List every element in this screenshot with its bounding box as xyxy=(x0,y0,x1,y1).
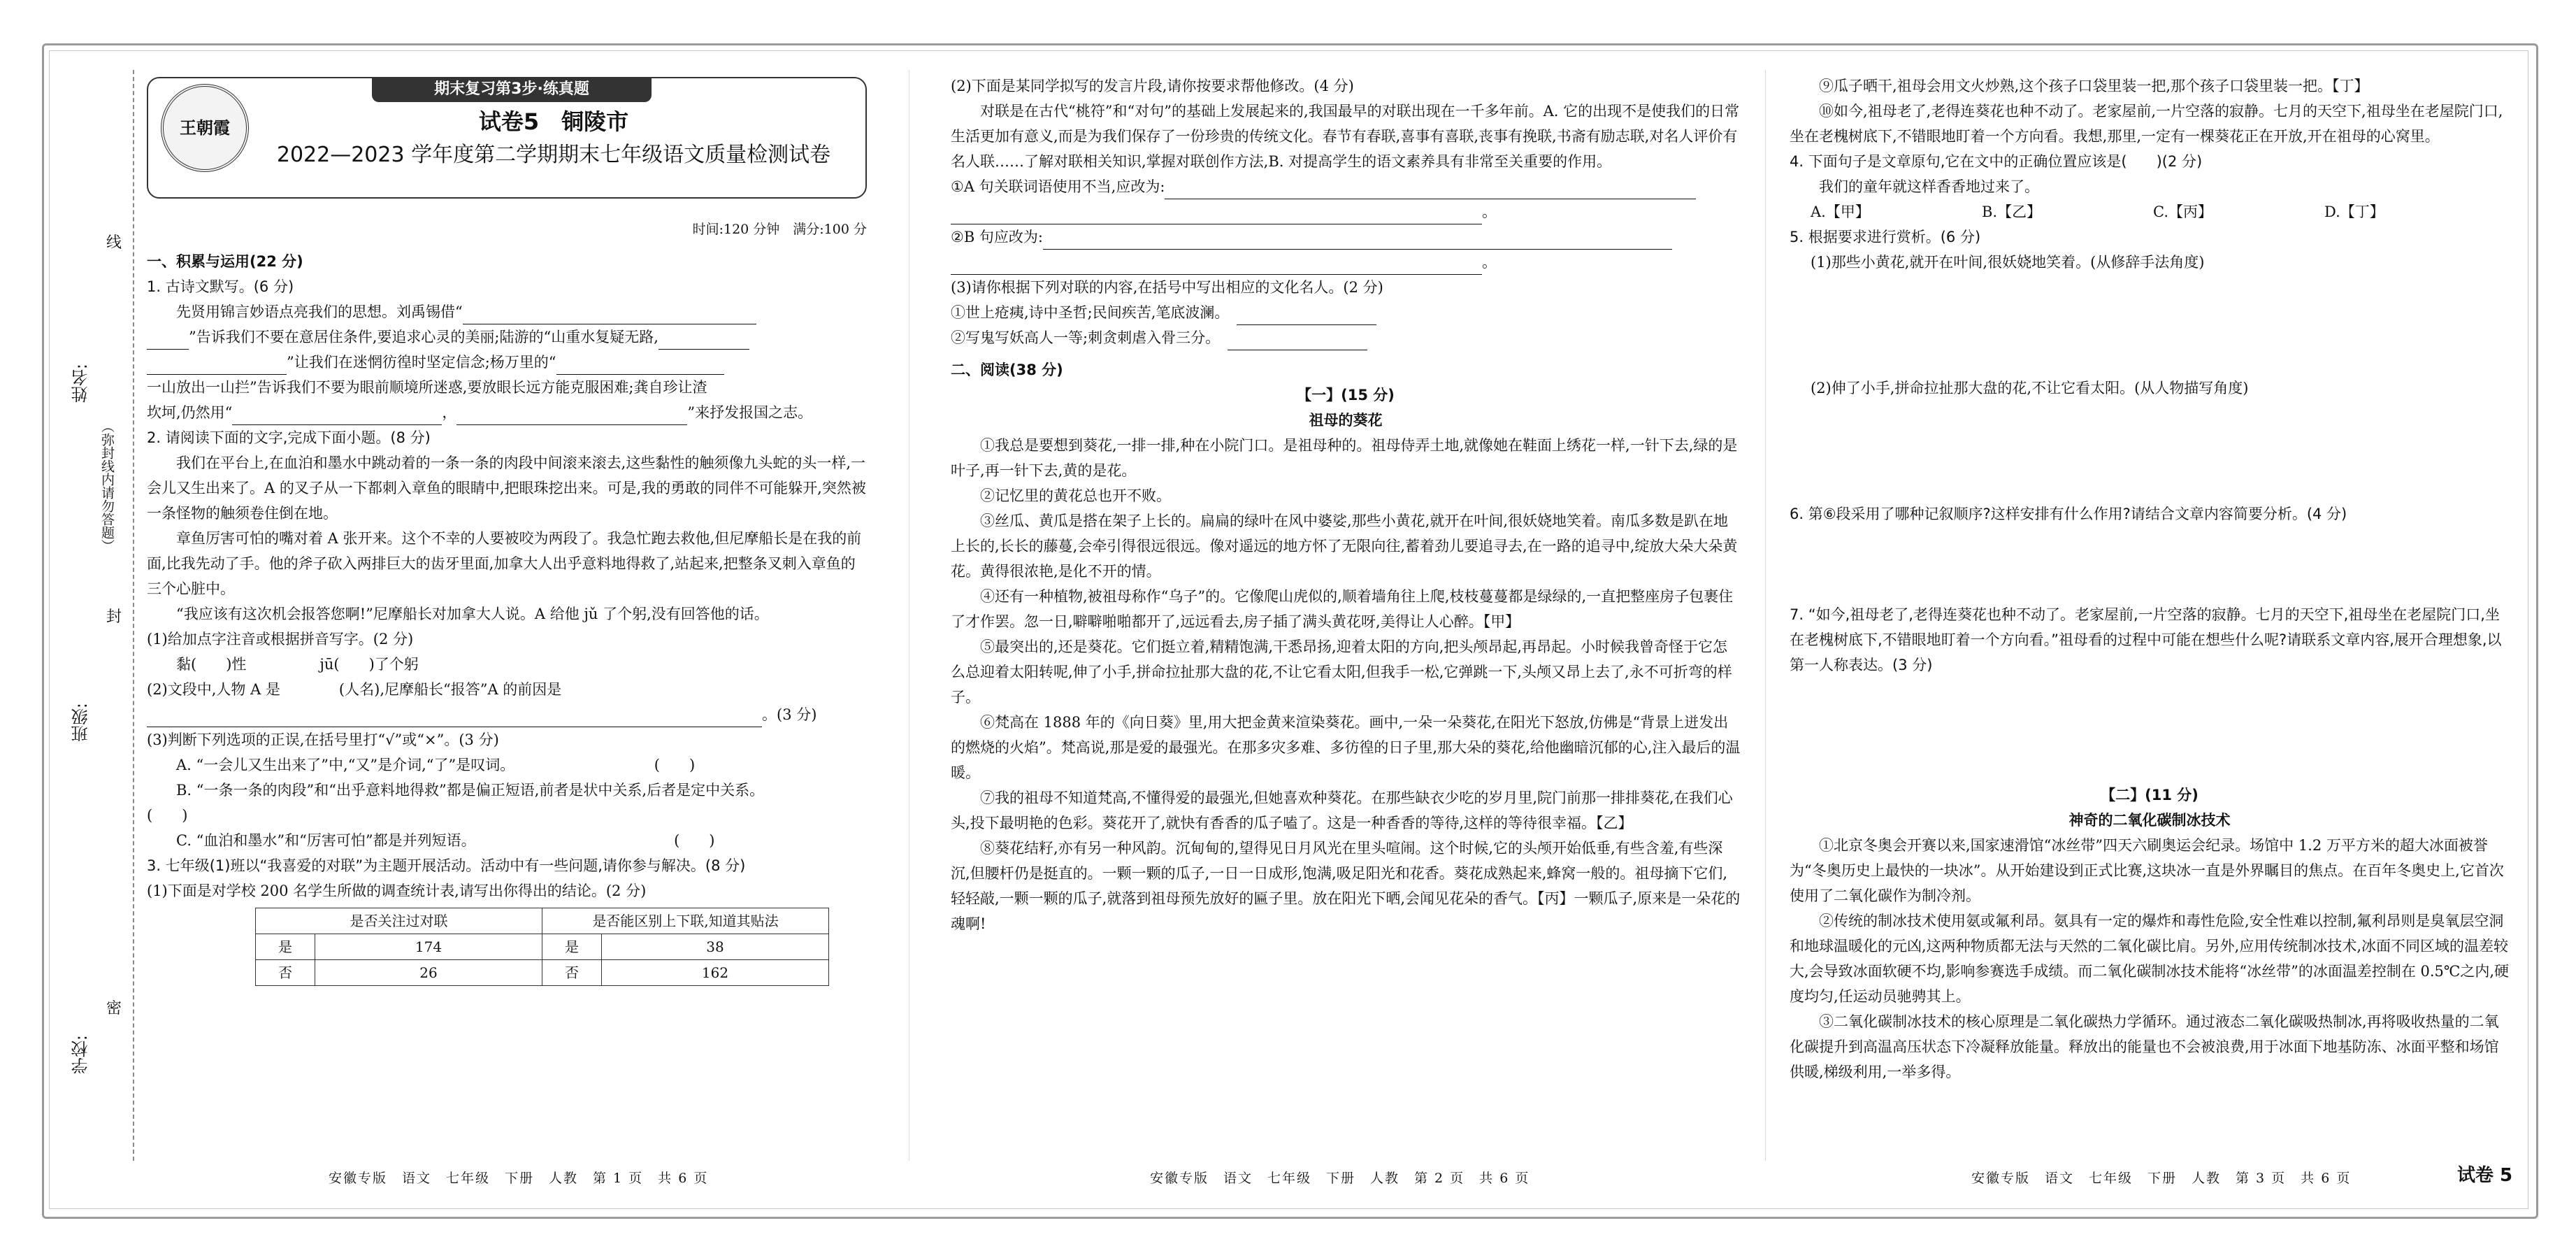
exam-subtitle: 2022—2023 学年度第二学期期末七年级语文质量检测试卷 xyxy=(276,143,831,167)
choice-options xyxy=(1790,199,2510,224)
option: B. “一条一条的肉段”和“出乎意料地得救”都是偏正短语,前者是状中关系,后者是定中关系。 ( ) xyxy=(147,782,1168,824)
table-cell: 174 xyxy=(315,934,542,960)
table-row xyxy=(256,934,829,960)
passage-paragraph: ①我总是要想到葵花,一排一排,种在小院门口。是祖母种的。祖母侍弄土地,就像她在鞋面上绣花一样,一针下去,绿的是叶子,再一针下去,黄的是花。 xyxy=(951,437,1738,479)
passage-paragraph: ⑤最突出的,还是葵花。它们挺立着,精精饱满,干悉昂扬,迎着太阳的方向,把头颅昂起,再昂起。小时候我曾奇怪于它怎么总迎着太阳转呢,伸了小手,拼命拉扯那大盘的花,不让它看太阳,但我手一松,它弹跳一下,头颅又昂上去了,永不可折弯的样子。 xyxy=(951,638,1732,706)
question-4: 4. 下面句子是文章原句,它在文中的正确位置应该是( )(2 分) xyxy=(1790,153,2203,170)
choice-c[interactable]: C.【丙】 xyxy=(2153,203,2212,220)
page-footer: 安徽专版 语文 七年级 下册 人教 第 1 页 共 6 页 xyxy=(329,1171,709,1186)
passage-paragraph: ③二氧化碳制冰技术的核心原理是二氧化碳热力学循环。通过液态二氧化碳吸热制冰,再将吸收热量的二氧化碳提升到高温高压状态下冷凝释放能量。释放出的能量也不会被浪费,用于冰面下地基防冻、冰面平整和场馆供暖,梯级利用,一举多得。 xyxy=(1790,1013,2499,1080)
sub-question: ②B 句应改为: xyxy=(951,224,1741,250)
answer-blank[interactable] xyxy=(456,408,687,425)
answer-blank[interactable] xyxy=(147,710,762,727)
table-header: 是否能区别上下联,知道其贴法 xyxy=(542,908,829,934)
sub-question: (3)判断下列选项的正误,在括号里打“√”或“×”。(3 分) xyxy=(147,731,499,748)
sub-question: (2)下面是某同学拟写的发言片段,请你按要求帮他修改。(4 分) xyxy=(951,78,1354,94)
answer-space[interactable] xyxy=(1790,527,2510,602)
choice-a[interactable]: A.【甲】 xyxy=(1811,203,1870,220)
passage-paragraph: ②传统的制冰技术使用氨或氟利昂。氨具有一定的爆炸和毒性危险,安全性难以控制,氟利昂则是臭氧层空洞和地球温暖化的元凶,这两种物质都无法与天然的二氧化碳比肩。另外,应用传统制冰技术,冰面不同区域的温差较大,会导致冰面软硬不均,影响参赛选手成绩。而二氧化碳制冰技术能将“冰丝带”的冰面温差控制在 0.5℃之内,硬度均匀,任运动员驰骋其上。 xyxy=(1790,913,2510,1005)
passage-paragraph: ⑨瓜子晒干,祖母会用文火炒熟,这个孩子口袋里装一把,那个孩子口袋里装一把。【丁】 xyxy=(1819,78,2369,94)
sub-question: 。(3 分) xyxy=(147,702,867,727)
sub-question: 黏( )性 jū( )了个躬 xyxy=(176,656,419,673)
table-cell: 否 xyxy=(256,960,315,986)
question-sentence: 我们的童年就这样香香地过来了。 xyxy=(1819,178,2039,195)
q1-text: 坎坷,仍然用“ ， ”来抒发报国之志。 xyxy=(147,400,867,425)
paper-number: 试卷 5 xyxy=(2457,1165,2513,1186)
passage-paragraph: ⑩如今,祖母老了,老得连葵花也种不动了。老家屋前,一片空落的寂静。七月的天空下,祖母坐在老屋院门口,坐在老槐树底下,不错眼地盯着一个方向看。我想,那里,一定有一棵葵花正在开放,开在祖母的心窝里。 xyxy=(1790,103,2503,145)
passage-paragraph: ⑧葵花结籽,亦有另一种风韵。沉甸甸的,望得见日月风光在里头喧闹。这个时候,它的头颅开始低垂,有些含羞,有些深沉,但腰杆仍是挺直的。一颗一颗的瓜子,一日一日成形,饱满,吸足阳光和花香。葵花成熟起来,蜂窝一般的。祖母摘下它们,轻轻敲,一颗一颗的瓜子,就落到祖母预先放好的匾子里。放在阳光下晒,会闻见花朵的香气。【丙】一颗瓜子,原来是一朵花的魂啊! xyxy=(951,840,1741,932)
question-5: 5. 根据要求进行赏析。(6 分) xyxy=(1790,229,1981,245)
question-7: 7. “如今,祖母老了,老得连葵花也种不动了。老家屋前,一片空落的寂静。七月的天空下,祖母坐在老屋院门口,坐在老槐树底下,不错眼地盯着一个方向看。”祖母看的过程中可能在想些什么呢?请联系文章内容,展开合理想象,以第一人称表达。(3 分) xyxy=(1790,606,2502,673)
q1-text: ”让我们在迷惘彷徨时坚定信念;杨万里的“ xyxy=(147,350,867,375)
seal-label-top: 线 xyxy=(106,234,122,252)
answer-blank[interactable] xyxy=(1043,232,1672,250)
answer-blank[interactable] xyxy=(1237,308,1376,325)
reading-part-heading: 【一】(15 分) xyxy=(1297,387,1395,403)
answer-blank[interactable] xyxy=(659,332,749,350)
couplet: ①世上疮痍,诗中圣哲;民间疾苦,笔底波澜。 xyxy=(951,300,1741,325)
question-1: 1. 古诗文默写。(6 分) xyxy=(147,278,294,295)
table-cell: 否 xyxy=(542,960,602,986)
passage-paragraph: 我们在平台上,在血泊和墨水中跳动着的一条一条的肉段中间滚来滚去,这些黏性的触须像九头蛇的头一样,一会儿又生出来了。A 的叉子从一下都刺入章鱼的眼睛中,把眼珠挖出来。可是,我的勇敢的同伴不可能躲开,突然被一条怪物的触须卷住倒在地。 xyxy=(147,455,866,522)
option: A. “一会儿又生出来了”中,“又”是介词,“了”是叹词。 ( ) xyxy=(176,757,696,773)
question-6: 6. 第⑥段采用了哪种记叙顺序?这样安排有什么作用?请结合文章内容简要分析。(4 分) xyxy=(1790,506,2347,522)
name-label: 姓名: xyxy=(71,364,91,403)
section-heading: 二、阅读(38 分) xyxy=(951,362,1063,378)
table-cell: 162 xyxy=(602,960,829,986)
sub-question: (3)请你根据下列对联的内容,在括号中写出相应的文化名人。(2 分) xyxy=(951,279,1383,296)
passage-paragraph: ①北京冬奥会开赛以来,国家速滑馆“冰丝带”四天六刷奥运会纪录。场馆中 1.2 万平方米的超大冰面被誉为“冬奥历史上最快的一块冰”。从开始建设到正式比赛,这块冰一直是外界瞩目的焦点。在百年冬奥史上,它首次使用了二氧化碳作为制冷剂。 xyxy=(1790,837,2504,904)
passage-paragraph: ⑦我的祖母不知道梵高,不懂得爱的最强光,但她喜欢种葵花。在那些缺衣少吃的岁月里,院门前那一排排葵花,在我们心头,投下最明艳的色彩。葵花开了,就快有香香的瓜子嗑了。这是一种香香的等待,这样的等待很幸福。【乙】 xyxy=(951,789,1733,831)
table-cell: 是 xyxy=(542,934,602,960)
article-title: 祖母的葵花 xyxy=(1309,412,1383,429)
passage-paragraph: 对联是在古代“桃符”和“对句”的基础上发展起来的,我国最早的对联出现在一千多年前。A. 它的出现不是使我们的日常生活更加有意义,而是为我们保存了一份珍贵的传统文化。春节有春联,喜事有喜联,丧事有挽联,书斋有励志联,对名人评价有名人联……了解对联相关知识,掌握对联创作方法,B. 对提高学生的语文素养具有非常至关重要的作用。 xyxy=(951,103,1740,170)
article-title: 神奇的二氧化碳制冰技术 xyxy=(2068,812,2231,829)
page-footer: 安徽专版 语文 七年级 下册 人教 第 3 页 共 6 页 xyxy=(1971,1171,2352,1186)
answer-blank[interactable] xyxy=(951,207,1482,224)
seal-label-bottom: 密 xyxy=(106,1000,122,1017)
option: C. “血泊和墨水”和“厉害可怕”都是并列短语。 ( ) xyxy=(176,832,715,849)
answer-line: 。 xyxy=(951,250,1741,275)
seal-label-mid: 封 xyxy=(106,608,122,626)
sub-question: (2)文段中,人物 A 是 (人名),尼摩船长“报答”A 的前因是 xyxy=(147,681,562,698)
sub-question: (2)伸了小手,拼命拉扯那大盘的花,不让它看太阳。(从人物描写角度) xyxy=(1811,380,2249,396)
q1-text: ”告诉我们不要在意居住条件,要追求心灵的美丽;陆游的“山重水复疑无路, xyxy=(147,324,867,350)
passage-paragraph: ②记忆里的黄花总也开不败。 xyxy=(980,487,1171,504)
page-footer: 安徽专版 语文 七年级 下册 人教 第 2 页 共 6 页 xyxy=(1150,1171,1530,1186)
answer-blank[interactable] xyxy=(232,408,442,425)
sub-question: ①A 句关联词语使用不当,应改为: xyxy=(951,174,1741,199)
passage-paragraph: 章鱼厉害可怕的嘴对着 A 张开来。这个不幸的人要被咬为两段了。我急忙跑去救他,但尼摩船长是在我的前面,比我先动了手。他的斧子砍入两排巨大的齿牙里面,加拿大人出乎意料地得救了,站起来,把整条叉刺入章鱼的三个心脏中。 xyxy=(147,530,862,597)
passage-paragraph: ④还有一种植物,被祖母称作“乌子”的。它像爬山虎似的,顺着墙角往上爬,枝枝蔓蔓都是绿绿的,一直把整座房子包裹住了才作罢。忽一日,噼噼啪啪都开了,远远看去,房子插了满头黄花呀,美得让人心醉。【甲】 xyxy=(951,588,1734,630)
q1-text: 一山放出一山拦”告诉我们不要为眼前顺境所迷惑,要放眼长远方能克服困难;龚自珍让渣 xyxy=(147,379,707,396)
answer-blank[interactable] xyxy=(463,307,756,324)
couplet: ②写鬼写妖高人一等;刺贪刺虐入骨三分。 xyxy=(951,325,1741,350)
passage-paragraph: “我应该有这次机会报答您啊!”尼摩船长对加拿大人说。A 给他 jǔ 了个躬,没有回答他的话。 xyxy=(176,606,769,622)
column-divider xyxy=(1765,70,1766,1161)
page-3-column xyxy=(1790,73,2510,1085)
time-info: 时间:120 分钟 满分:100 分 xyxy=(692,222,867,237)
answer-blank[interactable] xyxy=(1165,182,1696,199)
table-cell: 38 xyxy=(602,934,829,960)
choice-b[interactable]: B.【乙】 xyxy=(1982,203,2042,220)
answer-blank[interactable] xyxy=(1228,333,1367,350)
answer-blank[interactable] xyxy=(147,357,287,375)
school-label: 学校: xyxy=(71,1035,91,1075)
page-2-column xyxy=(951,73,1741,936)
table-cell: 26 xyxy=(315,960,542,986)
exam-title: 试卷5 铜陵市 xyxy=(478,108,629,135)
answer-blank[interactable] xyxy=(951,257,1482,275)
q1-text: 先贤用锦言妙语点亮我们的思想。刘禹锡借“ xyxy=(147,299,867,324)
reading-part-heading: 【二】(11 分) xyxy=(2101,787,2199,803)
passage-paragraph: ⑥梵高在 1888 年的《向日葵》里,用大把金黄来渲染葵花。画中,一朵一朵葵花,在阳光下怒放,仿佛是“背景上迸发出的燃烧的火焰”。梵高说,那是爱的最强光。在那多灾多难、多彷徨的日子里,那大朵的葵花,给他幽暗沉郁的心,注入最后的温暖。 xyxy=(951,714,1741,781)
answer-space[interactable] xyxy=(1790,678,2510,782)
question-2: 2. 请阅读下面的文字,完成下面小题。(8 分) xyxy=(147,429,431,446)
answer-blank[interactable] xyxy=(556,357,724,375)
question-3: 3. 七年级(1)班以“我喜爱的对联”为主题开展活动。活动中有一些问题,请你参与解决。(8 分) xyxy=(147,857,746,874)
table-cell: 是 xyxy=(256,934,315,960)
answer-line: 。 xyxy=(951,199,1741,224)
answer-space[interactable] xyxy=(1790,401,2510,501)
logo: 王朝霞 xyxy=(161,84,249,172)
section-heading: 一、积累与运用(22 分) xyxy=(147,253,303,270)
answer-blank[interactable] xyxy=(147,332,189,350)
table-header: 是否关注过对联 xyxy=(256,908,542,934)
banner: 期末复习第3步·练真题 xyxy=(372,77,652,102)
survey-table xyxy=(255,908,829,986)
exam-header xyxy=(147,77,867,199)
answer-space[interactable] xyxy=(1790,275,2510,376)
sub-question: (1)那些小黄花,就开在叶间,很妖娆地笑着。(从修辞手法角度) xyxy=(1811,254,2205,271)
sub-question: (1)下面是对学校 200 名学生所做的调查统计表,请写出你得出的结论。(2 分) xyxy=(147,882,647,899)
seal-line xyxy=(133,70,134,1161)
class-label: 班级: xyxy=(71,703,91,743)
sub-question: (1)给加点字注音或根据拼音写字。(2 分) xyxy=(147,631,414,648)
choice-d[interactable]: D.【丁】 xyxy=(2324,203,2384,220)
table-row xyxy=(256,908,829,934)
seal-notice: （弥封线内请勿答题） xyxy=(99,420,115,552)
passage-paragraph: ③丝瓜、黄瓜是搭在架子上长的。扁扁的绿叶在风中婆娑,那些小黄花,就开在叶间,很妖娆地笑着。南瓜多数是趴在地上长的,长长的藤蔓,会牵引得很远很远。像对遥远的地方怀了无限向往,蓄着劲儿要追寻去,在一路的追寻中,绽放大朵大朵黄花。黄得很浓艳,是化不开的情。 xyxy=(951,513,1738,580)
table-row xyxy=(256,960,829,986)
